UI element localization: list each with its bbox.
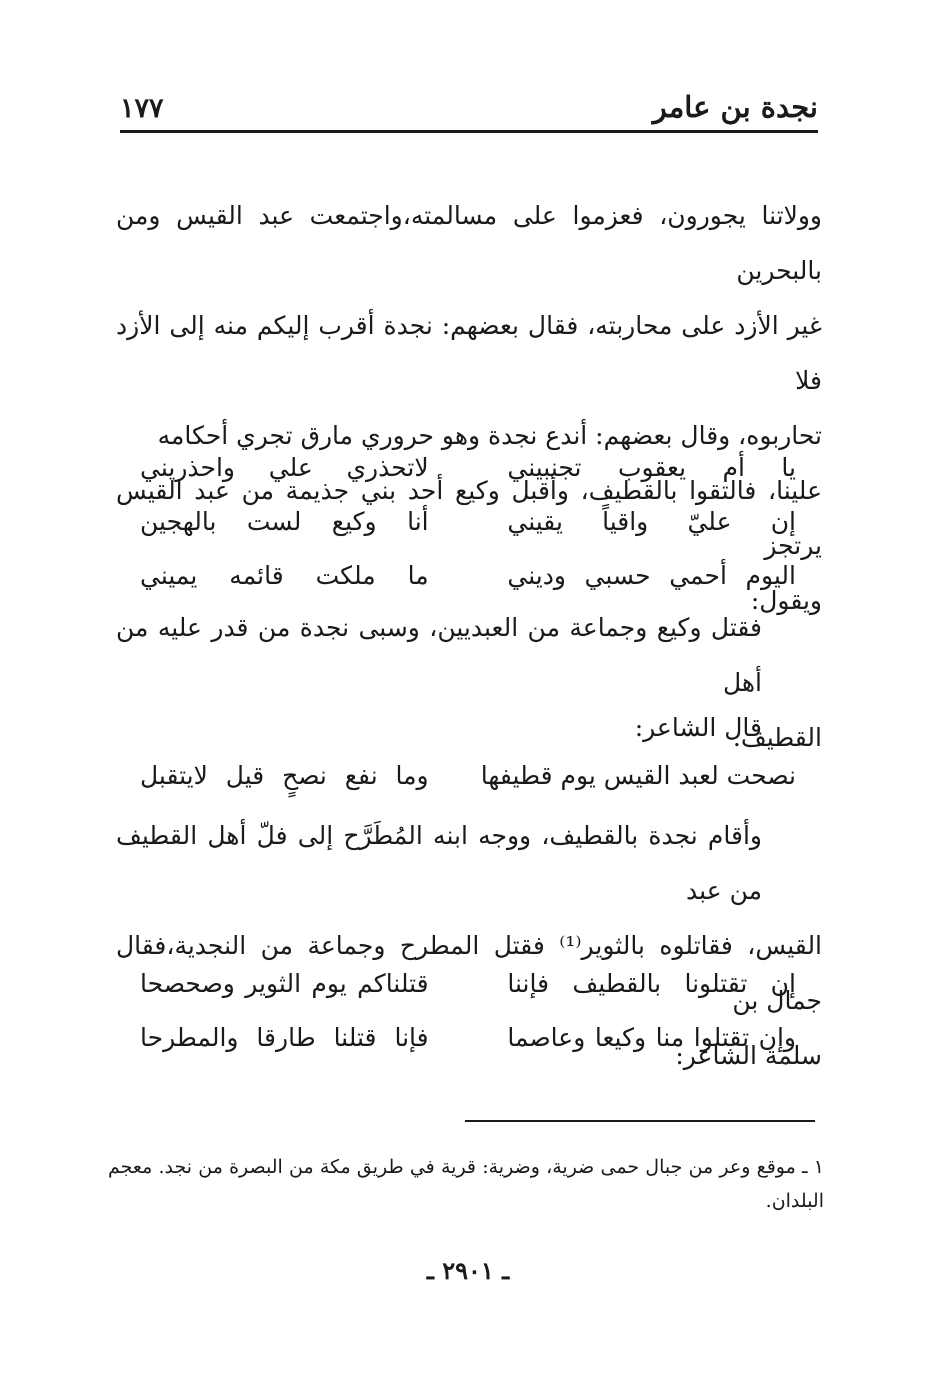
poet-intro: قال الشاعر: xyxy=(634,713,762,742)
hemistich-right: وإن تقتلوا منا وكيعا وعاصما xyxy=(507,1022,796,1052)
page-header xyxy=(120,84,818,133)
text-line: علينا، فالتقوا بالقطيف، وأقبل وكيع أحد بني جذيمة من عبد القيس يرتجز xyxy=(116,476,822,560)
text-line: غير الأزد على محاربته، فقال بعضهم: نجدة أقرب إليكم منه إلى الأزد فلا xyxy=(116,311,822,395)
hemistich-left: قتلناكم يوم الثوير وصحصحا xyxy=(140,968,429,998)
poem-3 xyxy=(140,956,796,1064)
footnote: ١ ـ موقع وعر من جبال حمى ضرية، وضرية: قرية في طريق مكة من البصرة من نجد. معجم البلدان. xyxy=(108,1156,824,1212)
hemistich-left: وما نفع نصحٍ قيل لايتقبل xyxy=(140,760,429,790)
text-line: سلمة الشاعر: xyxy=(675,1041,822,1070)
text-line: تحاربوه، وقال بعضهم: أندع نجدة وهو حروري مارق تجري أحكامه xyxy=(157,421,822,450)
hemistich-left: فإنا قتلنا طارقا والمطرحا xyxy=(140,1022,429,1052)
running-title: نجدة بن عامر xyxy=(652,90,818,124)
hemistich-left: لاتحذري علي واحذريني xyxy=(140,452,429,482)
hemistich-right: إن عليّ واقياً يقيني xyxy=(507,506,796,536)
verse-line xyxy=(140,748,796,802)
text-line: القطيف. xyxy=(732,723,822,752)
hemistich-left: ما ملكت قائمه يميني xyxy=(140,560,429,590)
hemistich-left: أنا وكيع لست بالهجين xyxy=(140,506,429,536)
poet-intro-block xyxy=(116,700,822,755)
footer-page-number: ـ ٢٩٠١ ـ xyxy=(426,1256,510,1285)
text-line: ويقول: xyxy=(750,586,822,615)
verse-line xyxy=(140,1010,796,1064)
text-line: فقتل وكيع وجماعة من العبديين، وسبى نجدة من قدر عليه من أهل xyxy=(116,613,762,697)
text-line: وأقام نجدة بالقطيف، ووجه ابنه المُطَرَّح إلى فلّ أهل القطيف من عبد xyxy=(116,821,762,905)
hemistich-right: يا أم يعقوب تجنبيني xyxy=(507,452,796,482)
hemistich-right: اليوم أحمي حسبي وديني xyxy=(507,560,796,590)
text-line: القيس، فقاتلوه بالثوير⁽¹⁾ فقتل المطرح وجماعة من النجدية،فقال جمال بن xyxy=(116,931,823,1015)
verse-line xyxy=(140,440,796,494)
verse-line xyxy=(140,494,796,548)
poem-1 xyxy=(140,440,796,602)
hemistich-right: نصحت لعبد القيس يوم قطيفها xyxy=(480,760,796,790)
verse-line xyxy=(140,548,796,602)
poem-2 xyxy=(140,748,796,802)
footnote-divider xyxy=(465,1120,815,1122)
verse-line xyxy=(140,956,796,1010)
header-page-number: ١٧٧ xyxy=(120,93,164,124)
hemistich-right: إن تقتلونا بالقطيف فإننا xyxy=(507,968,796,998)
text-line: وولاتنا يجورون، فعزموا على مسالمته،واجتمعت عبد القيس ومن بالبحرين xyxy=(116,201,822,285)
